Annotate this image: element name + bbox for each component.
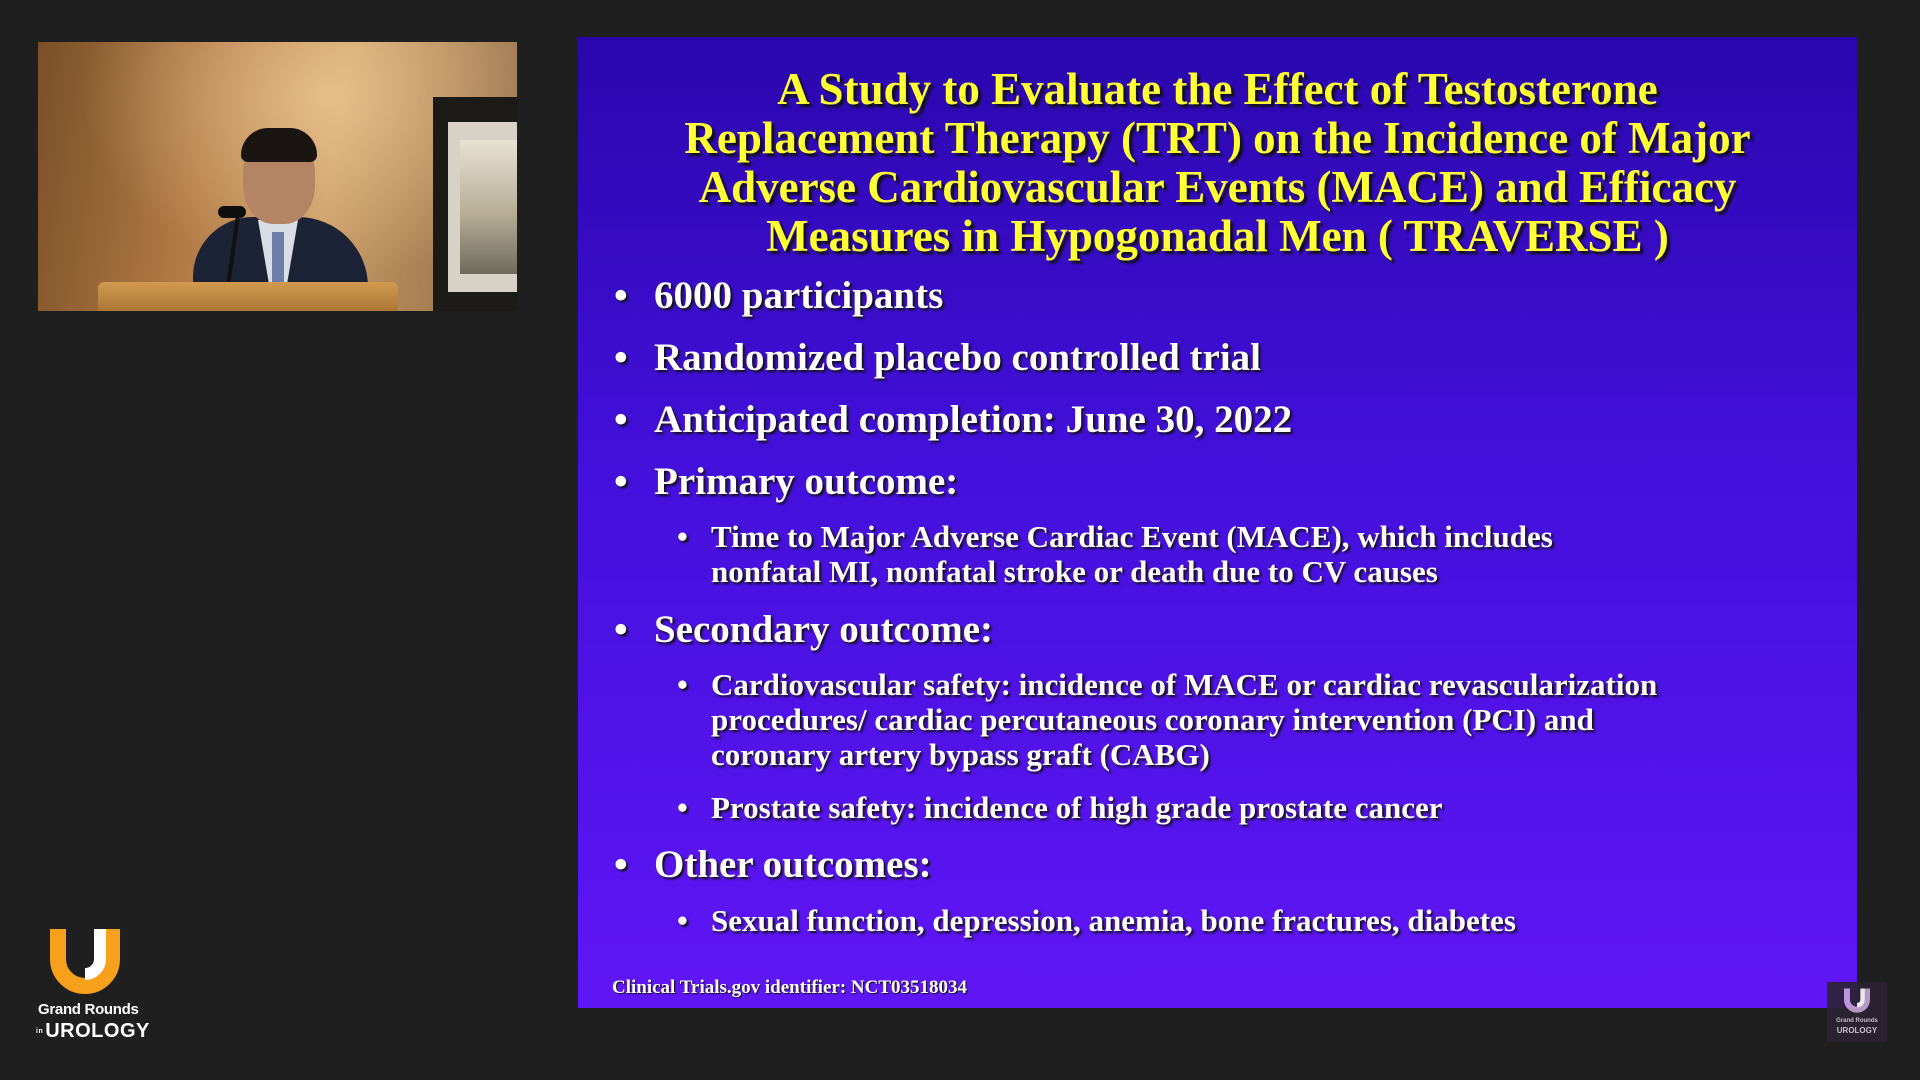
video-picture-art bbox=[460, 140, 517, 274]
slide-bullet-list bbox=[578, 37, 1857, 1008]
logo-text-in: in bbox=[36, 1028, 44, 1036]
bullet-completion: • Anticipated completion: June 30, 2022 bbox=[654, 398, 1292, 442]
slide-footnote: Clinical Trials.gov identifier: NCT03518034 bbox=[612, 977, 968, 998]
slide-title-line: A Study to Evaluate the Effect of Testosterone bbox=[777, 64, 1658, 114]
sub-bullet-other-list: • Sexual function, depression, anemia, bone fractures, diabetes bbox=[711, 903, 1516, 938]
sub-bullet-mace: • Time to Major Adverse Cardiac Event (MACE), which includes nonfatal MI, nonfatal stroke or death due to CV causes bbox=[711, 519, 1553, 589]
slide-title-line: Replacement Therapy (TRT) on the Incidence of Major bbox=[684, 113, 1751, 163]
u-logo-icon bbox=[50, 925, 120, 995]
bullet-secondary-outcome: • Secondary outcome: bbox=[654, 608, 993, 652]
presentation-slide bbox=[578, 37, 1857, 1008]
microphone-icon bbox=[218, 206, 246, 218]
bullet-participants: • 6000 participants bbox=[654, 274, 943, 318]
watermark-logo bbox=[1827, 982, 1887, 1042]
watermark-text-urology: UROLOGY bbox=[1836, 1026, 1878, 1035]
sub-bullet-cardiovascular-safety: • Cardiovascular safety: incidence of MACE or cardiac revascularization procedures/ cardiac percutaneous coronary intervention (PCI) and coronary artery bypass graft (CABG) bbox=[711, 667, 1657, 772]
slide-title-line: Measures in Hypogonadal Men ( TRAVERSE ) bbox=[766, 211, 1669, 261]
grand-rounds-logo bbox=[36, 925, 150, 1050]
slide-title-line: Adverse Cardiovascular Events (MACE) and Efficacy bbox=[698, 162, 1737, 212]
bullet-trial-design: • Randomized placebo controlled trial bbox=[654, 336, 1261, 380]
logo-text-grand-rounds: Grand Rounds bbox=[38, 1001, 139, 1018]
logo-text-urology-word: UROLOGY bbox=[45, 1020, 150, 1042]
bullet-other-outcomes: • Other outcomes: bbox=[654, 843, 932, 887]
bullet-primary-outcome: • Primary outcome: bbox=[654, 460, 958, 504]
speaker-video-feed bbox=[38, 42, 517, 311]
sub-bullet-prostate-safety: • Prostate safety: incidence of high grade prostate cancer bbox=[711, 790, 1443, 825]
logo-text-urology bbox=[36, 1020, 150, 1043]
watermark-u-icon bbox=[1844, 987, 1870, 1013]
speaker-hair bbox=[241, 128, 317, 162]
watermark-text-grand-rounds: Grand Rounds bbox=[1836, 1018, 1878, 1024]
podium bbox=[98, 282, 398, 311]
